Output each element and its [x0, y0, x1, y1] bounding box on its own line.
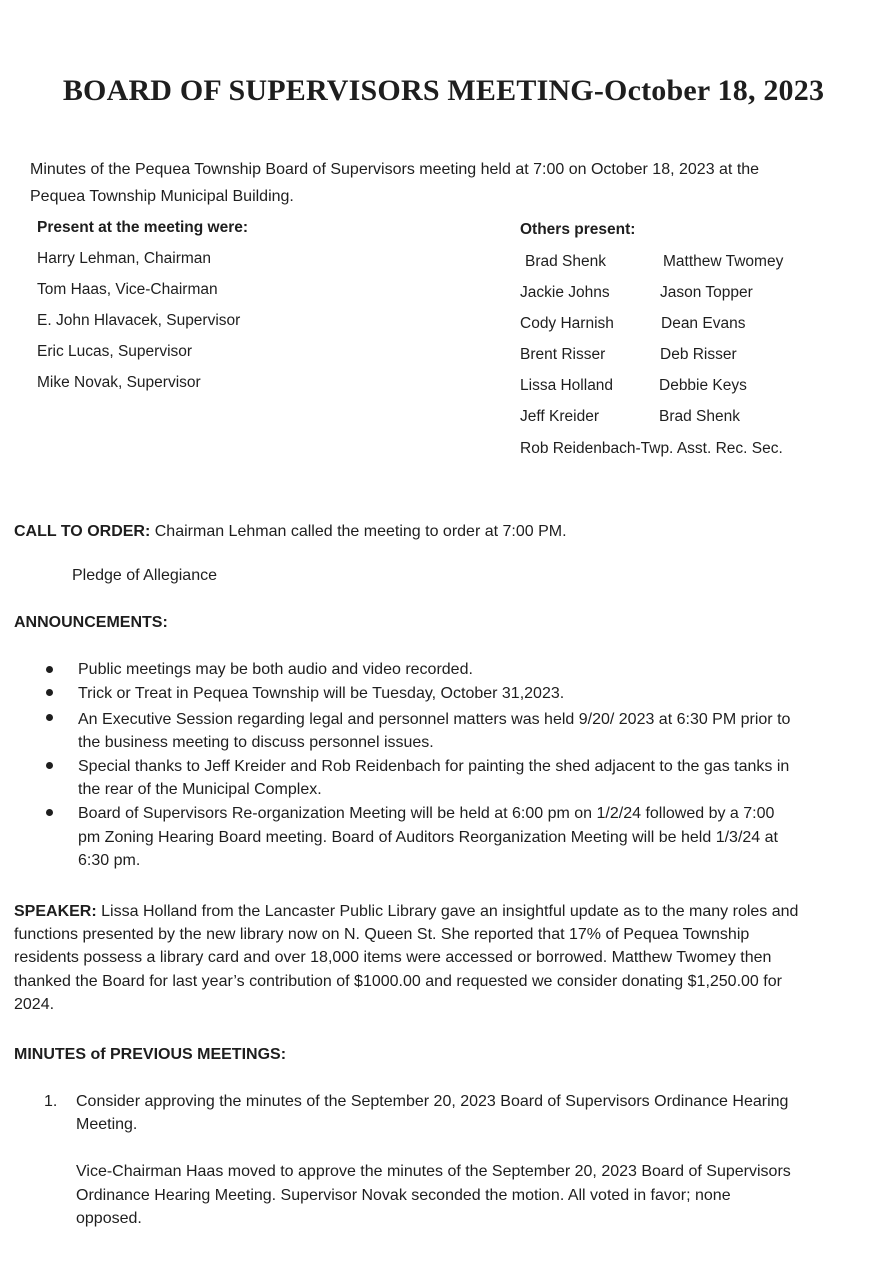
others-last: Rob Reidenbach-Twp. Asst. Rec. Sec.	[520, 440, 783, 457]
others-col2-item: Jason Topper	[660, 284, 753, 301]
minutes-item-line-2: Meeting.	[76, 1116, 138, 1133]
others-col1-item: Lissa Holland	[520, 377, 614, 394]
others-col1-item: Jackie Johns	[520, 284, 610, 301]
speaker-line-1	[14, 900, 798, 923]
speaker-line-2: functions presented by the new library now on N. Queen St. She reported that 17% of Pequea Township	[14, 926, 750, 943]
present-member: Tom Haas, Vice-Chairman	[37, 281, 218, 298]
speaker-label: SPEAKER:	[14, 903, 97, 920]
intro-line-2: Pequea Township Municipal Building.	[30, 188, 294, 205]
announcements-heading: ANNOUNCEMENTS:	[14, 614, 168, 631]
call-to-order-text: Chairman Lehman called the meeting to order at 7:00 PM.	[154, 523, 567, 540]
bullet-icon	[46, 666, 53, 673]
speaker-text: Lissa Holland from the Lancaster Public Library gave an insightful update as to the many roles and	[101, 903, 799, 920]
present-member: Eric Lucas, Supervisor	[37, 343, 193, 360]
intro-line-1: Minutes of the Pequea Township Board of Supervisors meeting held at 7:00 on October 18, 2023 at the	[30, 161, 760, 178]
bullet-icon	[46, 714, 53, 721]
others-col1-item: Jeff Kreider	[520, 408, 599, 425]
others-col1-item: Brent Risser	[520, 346, 606, 363]
minutes-item-line-1: Consider approving the minutes of the September 20, 2023 Board of Supervisors Ordinance Hearing	[76, 1093, 789, 1110]
minutes-action-line-3: opposed.	[76, 1210, 142, 1227]
page-title: BOARD OF SUPERVISORS MEETING-October 18, 2023	[62, 74, 825, 107]
present-member: Mike Novak, Supervisor	[37, 374, 201, 391]
announcement-item: Special thanks to Jeff Kreider and Rob Reidenbach for painting the shed adjacent to the gas tanks in	[78, 758, 790, 775]
pledge: Pledge of Allegiance	[72, 567, 217, 584]
others-col2-item: Debbie Keys	[659, 377, 747, 394]
announcement-item: Trick or Treat in Pequea Township will be Tuesday, October 31,2023.	[78, 685, 565, 702]
others-col2-item: Matthew Twomey	[663, 253, 784, 270]
announcement-item: Public meetings may be both audio and video recorded.	[78, 661, 473, 678]
announcement-item-cont: the rear of the Municipal Complex.	[78, 781, 322, 798]
announcement-item-cont: 6:30 pm.	[78, 852, 141, 869]
bullet-icon	[46, 762, 53, 769]
present-heading: Present at the meeting were:	[37, 219, 249, 236]
others-col1-item: Brad Shenk	[525, 253, 606, 270]
minutes-action-line-1: Vice-Chairman Haas moved to approve the minutes of the September 20, 2023 Board of Supervisors	[76, 1163, 791, 1180]
others-col1-item: Cody Harnish	[520, 315, 614, 332]
speaker-line-5: 2024.	[14, 996, 55, 1013]
present-member: Harry Lehman, Chairman	[37, 250, 212, 267]
bullet-icon	[46, 689, 53, 696]
minutes-heading: MINUTES of PREVIOUS MEETINGS:	[14, 1046, 287, 1063]
speaker-line-3: residents possess a library card and over 18,000 items were accessed or borrowed. Matthew Twomey then	[14, 949, 772, 966]
others-heading: Others present:	[520, 221, 636, 238]
others-col2-item: Deb Risser	[660, 346, 737, 363]
bullet-icon	[46, 809, 53, 816]
others-col2-item: Brad Shenk	[659, 408, 740, 425]
announcement-item-cont: the business meeting to discuss personnel issues.	[78, 734, 434, 751]
present-member: E. John Hlavacek, Supervisor	[37, 312, 241, 329]
speaker-line-4: thanked the Board for last year’s contribution of $1000.00 and requested we consider donating $1,250.00 for	[14, 973, 782, 990]
announcement-item-cont: pm Zoning Hearing Board meeting. Board of Auditors Reorganization Meeting will be held 1/3/24 at	[78, 829, 778, 846]
announcement-item: Board of Supervisors Re-organization Meeting will be held at 6:00 pm on 1/2/24 followed by a 7:00	[78, 805, 775, 822]
call-to-order	[14, 520, 567, 543]
others-col2-item: Dean Evans	[661, 315, 746, 332]
call-to-order-label: CALL TO ORDER:	[14, 523, 151, 540]
minutes-item-number: 1.	[44, 1093, 58, 1110]
minutes-action-line-2: Ordinance Hearing Meeting. Supervisor Novak seconded the motion. All voted in favor; none	[76, 1187, 731, 1204]
announcement-item: An Executive Session regarding legal and personnel matters was held 9/20/ 2023 at 6:30 PM prior to	[78, 711, 791, 728]
